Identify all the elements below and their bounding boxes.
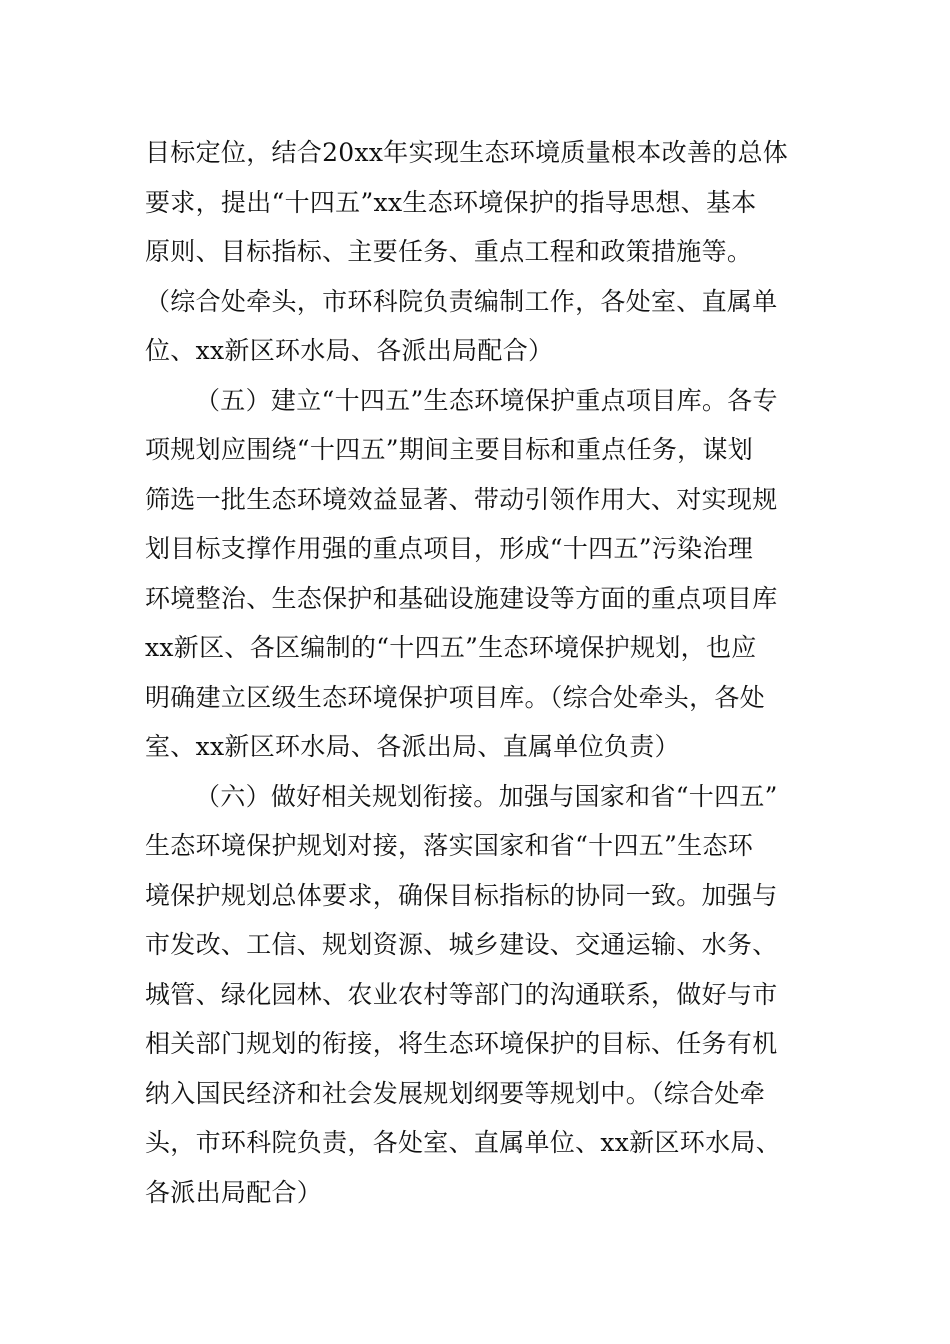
text-line: 环境整治、生态保护和基础设施建设等方面的重点项目库	[145, 583, 778, 613]
paragraph-1	[145, 128, 805, 376]
text-line: 目标定位，结合20xx年实现生态环境质量根本改善的总体	[145, 138, 789, 167]
text-line: 要求，提出“十四五”xx生态环境保护的指导思想、基本	[145, 187, 757, 217]
text-line: 划目标支撑作用强的重点项目，形成“十四五”污染治理	[145, 534, 754, 563]
text-line: 项规划应围绕“十四五”期间主要目标和重点任务，谋划	[145, 435, 754, 464]
text-line: （五）建立“十四五”生态环境保护重点项目库。各专	[195, 385, 778, 415]
text-line: 生态环境保护规划对接，落实国家和省“十四五”生态环	[145, 831, 754, 860]
document-body	[145, 128, 805, 1217]
text-line: 市发改、工信、规划资源、城乡建设、交通运输、水务、	[145, 930, 778, 959]
paragraph-2	[145, 376, 805, 772]
text-line: 筛选一批生态环境效益显著、带动引领作用大、对实现规	[145, 484, 778, 514]
text-line: 相关部门规划的衔接，将生态环境保护的目标、任务有机	[145, 1029, 778, 1058]
text-line: 原则、目标指标、主要任务、重点工程和政策措施等。	[145, 237, 753, 266]
paragraph-3	[145, 772, 805, 1218]
text-line: （六）做好相关规划衔接。加强与国家和省“十四五”	[195, 781, 778, 811]
text-line: 头，市环科院负责，各处室、直属单位、xx新区环水局、	[145, 1128, 782, 1157]
text-line: 城管、绿化园林、农业农村等部门的沟通联系，做好与市	[145, 979, 778, 1009]
text-line: 纳入国民经济和社会发展规划纲要等规划中。（综合处牵	[145, 1078, 766, 1108]
text-line: 各派出局配合）	[145, 1177, 323, 1207]
text-line: xx新区、各区编制的“十四五”生态环境保护规划，也应	[145, 633, 757, 662]
text-line: （综合处牵头，市环科院负责编制工作，各处室、直属单	[145, 286, 778, 316]
text-line: 位、xx新区环水局、各派出局配合）	[145, 336, 554, 365]
text-line: 室、xx新区环水局、各派出局、直属单位负责）	[145, 732, 680, 761]
text-line: 境保护规划总体要求，确保目标指标的协同一致。加强与	[145, 880, 778, 910]
text-line: 明确建立区级生态环境保护项目库。（综合处牵头，各处	[145, 682, 766, 712]
